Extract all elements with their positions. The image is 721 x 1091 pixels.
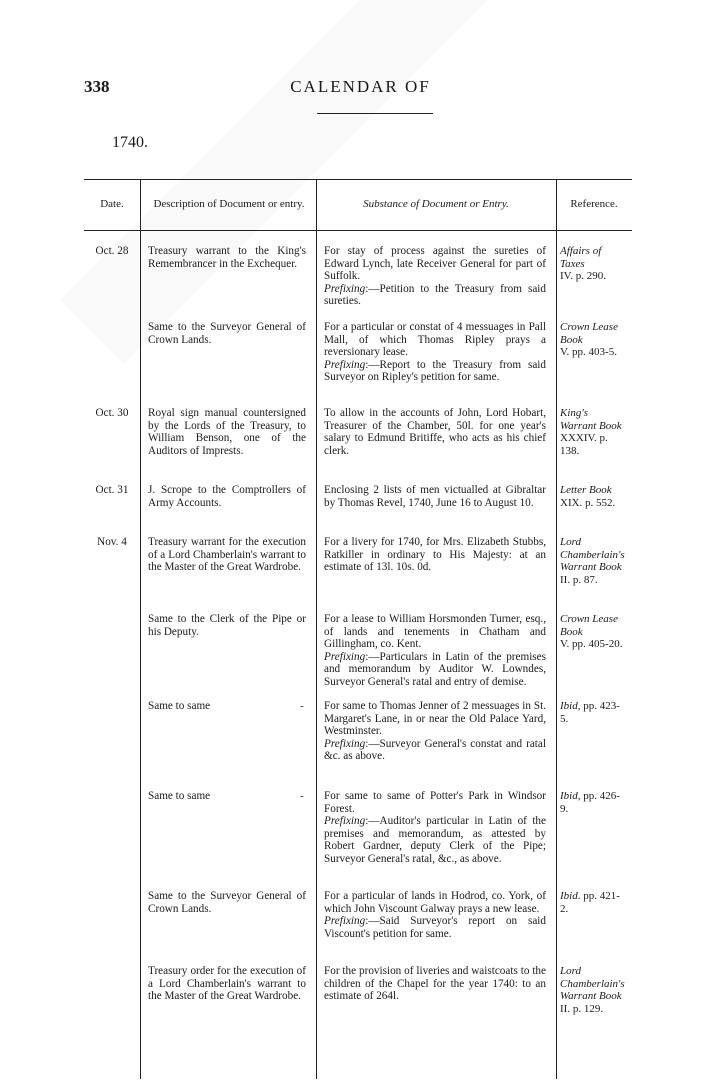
reference-page: II. p. 129.	[560, 1002, 604, 1015]
entry-date: Oct. 31	[95, 484, 129, 496]
reference-page: , pp. 423-5.	[560, 700, 620, 725]
entry-substance: For the provision of liveries and waistcoats to the children of the Chapel for the year 1740: to an estimate of 264l.	[324, 965, 546, 1003]
entry-substance: For a livery for 1740, for Mrs. Elizabeth Stubbs, Ratkiller in ordinary to His Majesty: at an estimate of 13l. 10s. 0d.	[324, 536, 546, 574]
reference-page: V. pp. 403-5.	[560, 346, 617, 359]
reference-book: Crown Lease Book	[560, 321, 618, 346]
reference-book: Ibid	[560, 890, 578, 902]
column-header-date: Date.	[100, 198, 124, 210]
entry-substance-text: For a particular of lands in Hodrod, co. York, of which John Viscount Galway prays a new lease.	[324, 890, 546, 915]
entry-reference	[560, 613, 626, 651]
prefixing-label: Prefixing	[324, 282, 366, 295]
entry-substance-text: For same to same of Potter's Park in Windsor Forest.	[324, 790, 546, 815]
entry-substance	[324, 321, 546, 384]
entry-description: Treasury warrant to the King's Remembrancer in the Exchequer.	[148, 245, 306, 270]
column-header-substance: Substance of Document or Entry.	[363, 198, 509, 210]
reference-book: Crown Lease Book	[560, 613, 618, 638]
entry-substance: To allow in the accounts of John, Lord Hobart, Treasurer of the Chamber, 50l. for one year's salary to Edmund Britiffe, who acts as his chief clerk.	[324, 407, 546, 457]
entry-reference	[560, 536, 626, 586]
entry-description: Royal sign manual countersigned by the Lords of the Treasury, to William Benson, one of the Auditors of Imprests.	[148, 407, 306, 457]
entry-substance-text: For same to Thomas Jenner of 2 messuages in St. Margaret's Lane, in or near the Old Palace Yard, Westminster.	[324, 700, 546, 738]
year-heading: 1740.	[112, 134, 148, 151]
entry-substance-text: For a particular or constat of 4 messuages in Pall Mall, of which Thomas Ripley prays a reversionary lease.	[324, 321, 546, 359]
entry-date: Nov. 4	[97, 536, 127, 548]
calendar-table	[84, 179, 632, 1079]
column-divider	[316, 179, 317, 1079]
entry-description: Same to same	[148, 700, 211, 712]
prefixing-text: :—Auditor's particular in Latin of the premises and memorandum, as attested by Robert Gardner, deputy Clerk of the Pipe; Surveyor General's ratal, &c., as above.	[324, 815, 546, 865]
reference-page: , pp. 426-9.	[560, 790, 620, 815]
prefixing-text: :—Report to the Treasury from said Surveyor on Ripley's petition for same.	[324, 358, 546, 384]
entry-reference	[560, 245, 626, 283]
entry-reference	[560, 700, 626, 725]
entry-description: Same to the Clerk of the Pipe or his Deputy.	[148, 613, 306, 638]
entry-substance	[324, 700, 546, 763]
dash-mark: -	[300, 700, 304, 712]
column-header-description: Description of Document or entry.	[153, 198, 305, 210]
entry-date: Oct. 30	[95, 407, 129, 419]
entry-substance	[324, 613, 546, 689]
reference-book: Affairs of Taxes	[560, 245, 602, 270]
reference-book: Lord Chamberlain's Warrant Book	[560, 536, 625, 574]
prefixing-text: :—Petition to the Treasury from said sureties.	[324, 282, 546, 308]
entry-substance: Enclosing 2 lists of men victualled at Gibraltar by Thomas Revel, 1740, June 16 to August 10.	[324, 484, 546, 509]
prefixing-label: Prefixing	[324, 915, 366, 928]
entry-description: Treasury warrant for the execution of a Lord Chamberlain's warrant to the Master of the Great Wardrobe.	[148, 536, 306, 574]
prefixing-label: Prefixing	[324, 737, 366, 750]
reference-book: Ibid	[560, 700, 578, 712]
running-head: CALENDAR OF	[290, 77, 431, 96]
reference-book: King's Warrant Book	[560, 407, 622, 432]
entry-substance	[324, 890, 546, 940]
reference-page: XIX. p. 552.	[560, 496, 616, 509]
entry-description: J. Scrope to the Comptrollers of Army Accounts.	[148, 484, 306, 509]
entry-substance-text: For stay of process against the sureties of Edward Lynch, late Receiver General for part of Suffolk.	[324, 245, 546, 283]
page-number: 338	[84, 77, 110, 96]
reference-page: IV. p. 290.	[560, 270, 606, 283]
entry-reference	[560, 484, 626, 509]
reference-book: Ibid	[560, 790, 578, 802]
entry-reference	[560, 890, 626, 915]
entry-description: Treasury order for the execution of a Lord Chamberlain's warrant to the Master of the Great Wardrobe.	[148, 965, 306, 1003]
column-divider	[140, 179, 141, 1079]
dash-mark: -	[300, 790, 304, 802]
reference-book: Letter Book	[560, 484, 612, 496]
prefixing-label: Prefixing	[324, 815, 366, 828]
prefixing-label: Prefixing	[324, 650, 366, 663]
prefixing-text: :—Surveyor General's constat and ratal &c. as above.	[324, 737, 546, 763]
reference-page: V. pp. 405-20.	[560, 638, 623, 651]
column-divider	[556, 179, 557, 1079]
reference-book: Lord Chamberlain's Warrant Book	[560, 965, 625, 1003]
head-rule	[317, 113, 433, 114]
entry-date: Oct. 28	[95, 245, 129, 257]
entry-reference	[560, 790, 626, 815]
entry-substance	[324, 245, 546, 308]
reference-page: XXXIV. p. 138.	[560, 432, 608, 457]
entry-description: Same to the Surveyor General of Crown Lands.	[148, 890, 306, 915]
entry-reference	[560, 965, 626, 1015]
entry-reference	[560, 321, 626, 359]
prefixing-text: :—Particulars in Latin of the premises and memorandum by Auditor W. Lowndes, Surveyor General's ratal and entry of demise.	[324, 650, 546, 688]
entry-substance	[324, 790, 546, 866]
entry-description: Same to same	[148, 790, 211, 802]
reference-page: II. p. 87.	[560, 573, 598, 586]
prefixing-label: Prefixing	[324, 358, 366, 371]
column-header-reference: Reference.	[570, 198, 618, 210]
table-header-rule	[84, 230, 632, 231]
entry-substance-text: For a lease to William Horsmonden Turner, esq., of lands and tenements in Chatham and Gillingham, co. Kent.	[324, 613, 546, 651]
reference-page: . pp. 421-2.	[560, 890, 620, 915]
entry-description: Same to the Surveyor General of Crown Lands.	[148, 321, 306, 346]
entry-reference	[560, 407, 626, 457]
prefixing-text: :—Said Surveyor's report on said Viscount's petition for same.	[324, 915, 546, 940]
